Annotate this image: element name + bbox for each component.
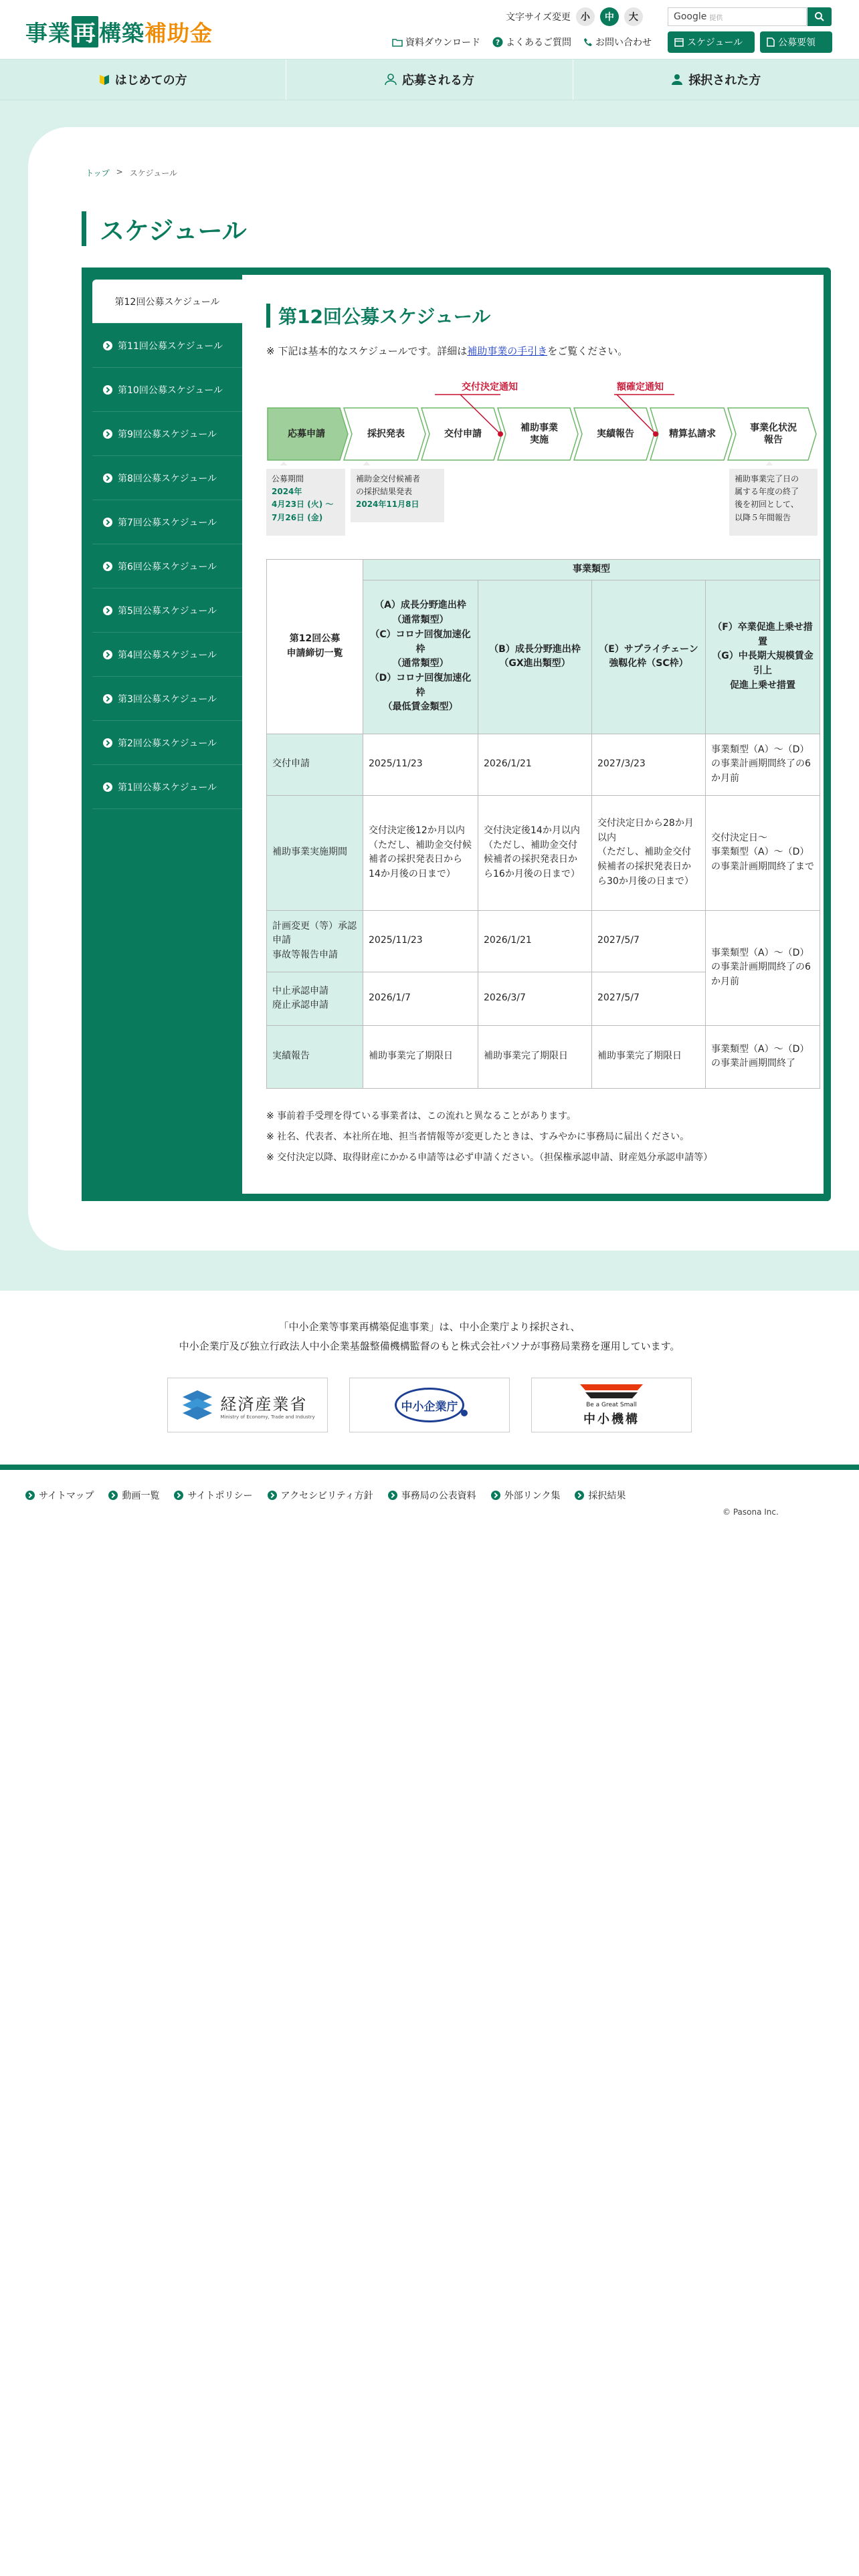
intro-note-text: ※ 下記は基本的なスケジュールです。詳細は [266, 345, 468, 357]
table-row [267, 734, 820, 795]
chevron-circle-icon [103, 650, 112, 659]
table-cell: 事業類型（A）〜（D）の事業計画期間終了の6か月前 [706, 734, 820, 795]
footer-links [25, 1489, 626, 1502]
grant-decision-label: 交付決定通知 [462, 382, 518, 393]
footer-caption-line1: 「中小企業等事業再構築促進事業」は、中小企業庁より採択され、 [278, 1321, 581, 1333]
guidelines-button-label: 公募要領 [778, 37, 816, 48]
sidebar-item-round-4[interactable] [92, 633, 242, 677]
sidebar-item-round-5[interactable] [92, 588, 242, 633]
site-logo[interactable] [25, 16, 213, 47]
table-cell: 補助事業完了期限日 [363, 1025, 478, 1088]
sidebar-item-label: 第5回公募スケジュール [118, 605, 217, 617]
smrj-banner[interactable] [531, 1378, 692, 1432]
footer-caption [0, 1317, 859, 1356]
schedule-button[interactable] [668, 31, 755, 53]
sidebar-item-round-12[interactable] [92, 280, 242, 324]
phone-icon [583, 37, 593, 47]
table-cell: 交付決定日から28か月以内 （ただし、補助金交付候補者の採択発表日から30か月後の日まで） [592, 795, 706, 910]
table-col-header: （F）卒業促進上乗せ措置 （G）中長期大規模賃金引上 促進上乗せ措置 [706, 580, 820, 734]
font-size-small-button[interactable]: 小 [576, 7, 595, 26]
font-size-switcher [506, 7, 643, 26]
flow-step-grant-apply: 交付申請 [444, 428, 482, 439]
flow-note-apply-period: 2024年 4月23日 (火) 〜 7月26日 (金) [272, 487, 334, 522]
table-row-label: 実績報告 [267, 1025, 363, 1088]
chevron-circle-icon [103, 782, 112, 792]
sidebar-item-label: 第4回公募スケジュール [118, 649, 217, 661]
sidebar-item-round-1[interactable] [92, 765, 242, 809]
person-icon [671, 74, 683, 86]
footer-link-label: サイトマップ [39, 1491, 94, 1501]
header-links [392, 32, 652, 52]
meti-name-en: Ministry of Economy, Trade and Industry [220, 1414, 315, 1420]
meti-text [220, 1391, 314, 1420]
sme-dot-icon [461, 1410, 468, 1416]
footer-divider [0, 1465, 859, 1470]
table-cell: 2027/3/23 [592, 734, 706, 795]
footnote: ※ 事前着手受理を得ている事業者は、この流れと異なることがあります。 [266, 1111, 577, 1121]
chevron-circle-icon [268, 1491, 277, 1500]
footer-link-results[interactable] [575, 1489, 626, 1502]
table-cell: 事業類型（A）〜（D）の事業計画期間終了 [706, 1025, 820, 1088]
sidebar-item-label: 第10回公募スケジュール [118, 385, 223, 396]
table-cell: 2026/1/7 [363, 972, 478, 1025]
download-link[interactable] [392, 35, 480, 49]
guidelines-button[interactable] [760, 31, 832, 53]
sidebar-item-label: 第7回公募スケジュール [118, 517, 217, 528]
sme-agency-name: 中小企業庁 [401, 1400, 458, 1414]
document-icon [767, 37, 775, 47]
footer-link-label: 外部リンク集 [504, 1491, 561, 1501]
chevron-circle-icon [103, 385, 112, 395]
flow-note-adopt-date: 2024年11月8日 [356, 500, 419, 510]
table-row-label: 補助事業実施期間 [267, 795, 363, 910]
chevron-circle-icon [103, 429, 112, 439]
footer-link-label: サイトポリシー [187, 1491, 253, 1501]
intro-note [266, 344, 628, 358]
font-size-label: 文字サイズ変更 [506, 12, 571, 23]
footer-link-accessibility[interactable] [268, 1489, 373, 1502]
chevron-circle-icon [491, 1491, 500, 1500]
flow-step-apply: 応募申請 [288, 428, 325, 439]
sidebar-item-round-6[interactable] [92, 544, 242, 588]
nav-adopted-label: 採択された方 [688, 74, 761, 88]
site-header [0, 0, 859, 59]
sidebar-item-label: 第1回公募スケジュール [118, 782, 217, 793]
flow-step-implement: 補助事業 実施 [520, 422, 558, 445]
table-cell: 2027/5/7 [592, 910, 706, 972]
nav-beginners[interactable] [0, 60, 286, 100]
chevron-circle-icon [174, 1491, 183, 1500]
faq-link[interactable] [492, 35, 571, 49]
download-link-label: 資料ダウンロード [405, 37, 480, 48]
table-row [267, 795, 820, 910]
sme-agency-logo [395, 1388, 464, 1422]
global-nav [0, 59, 859, 100]
table-cell: 2026/1/21 [478, 734, 592, 795]
sidebar-item-round-10[interactable] [92, 368, 242, 412]
flow-note-apply [266, 469, 345, 536]
intro-note-text-end: をご覧ください。 [547, 345, 628, 357]
chevron-circle-icon [108, 1491, 118, 1500]
table-cell: 交付決定後14か月以内 （ただし、補助金交付候補者の採択発表日から16か月後の日まで） [478, 795, 592, 910]
flow-note-apply-label: 公募期間 [272, 474, 304, 484]
section-heading: 第12回公募スケジュール [266, 304, 490, 328]
chevron-circle-icon [103, 518, 112, 527]
contact-link[interactable] [583, 35, 652, 49]
search-placeholder: 提供 [709, 14, 723, 22]
table-cell: 補助事業完了期限日 [592, 1025, 706, 1088]
calendar-icon [674, 37, 684, 47]
schedule-sidebar [82, 267, 242, 1201]
sidebar-item-round-3[interactable] [92, 677, 242, 721]
table-cell: 補助事業完了期限日 [478, 1025, 592, 1088]
table-col-header: （B）成長分野進出枠 （GX進出類型） [478, 580, 592, 734]
table-corner: 第12回公募 申請締切一覧 [267, 560, 363, 734]
search-brand: Google [674, 11, 707, 22]
schedule-main [242, 267, 824, 1194]
search-input[interactable] [668, 7, 807, 26]
table-cell: 交付決定後12か月以内 （ただし、補助金交付候補者の採択発表日から14か月後の日まで） [363, 795, 478, 910]
table-cell-merged: 事業類型（A）〜（D）の事業計画期間終了の6か月前 [706, 910, 820, 1025]
breadcrumb [86, 167, 177, 179]
table-cell: 2025/11/23 [363, 910, 478, 972]
sidebar-item-round-11[interactable] [92, 324, 242, 368]
table-cell: 2026/1/21 [478, 910, 592, 972]
font-size-medium-button[interactable]: 中 [600, 7, 619, 26]
smrj-tagline: Be a Great Small [586, 1402, 637, 1408]
schedule-flow [266, 379, 820, 532]
flow-step-adopt: 採択発表 [367, 428, 405, 439]
breadcrumb-home[interactable]: トップ [86, 169, 110, 178]
table-cell: 交付決定日〜 事業類型（A）〜（D）の事業計画期間終了まで [706, 795, 820, 910]
breadcrumb-current: スケジュール [129, 169, 177, 178]
sidebar-item-label: 第11回公募スケジュール [118, 340, 223, 352]
chevron-circle-icon [103, 694, 112, 704]
meti-name: 経済産業省 [220, 1394, 308, 1414]
guide-link[interactable]: 補助事業の手引き [467, 345, 548, 357]
table-row [267, 910, 820, 972]
sidebar-item-label: 第3回公募スケジュール [118, 693, 217, 705]
logo-text-3: 構築 [99, 20, 145, 46]
chevron-circle-icon [575, 1491, 584, 1500]
amount-confirm-label: 額確定通知 [617, 382, 664, 393]
search-button[interactable] [807, 7, 832, 26]
svg-text:?: ? [495, 38, 500, 47]
footer-link-label: アクセシビリティ方針 [280, 1491, 373, 1501]
search-icon [814, 11, 825, 22]
table-group-header: 事業類型 [363, 560, 820, 580]
sidebar-item-round-7[interactable] [92, 500, 242, 544]
flow-note-adopt [351, 469, 444, 522]
footer-link-label: 動画一覧 [122, 1491, 160, 1501]
chevron-circle-icon [103, 738, 112, 748]
nav-beginners-label: はじめての方 [114, 74, 187, 88]
smrj-name: 中小機構 [583, 1412, 640, 1426]
font-size-large-button[interactable]: 大 [624, 7, 643, 26]
beginner-mark-icon [99, 74, 110, 86]
logo-text-1: 事業 [25, 20, 71, 46]
chevron-circle-icon [388, 1491, 397, 1500]
nav-applicants-label: 応募される方 [401, 74, 474, 88]
nav-adopted[interactable] [573, 60, 859, 100]
table-row-label: 計画変更（等）承認申請 事故等報告申請 [267, 910, 363, 972]
footer-link-external[interactable] [491, 1489, 561, 1502]
contact-link-label: お問い合わせ [595, 37, 652, 48]
nav-applicants[interactable] [286, 60, 573, 100]
chevron-circle-icon [25, 1491, 35, 1500]
sidebar-item-round-2[interactable] [92, 721, 242, 765]
logo-text-2: 再 [72, 16, 98, 47]
sidebar-item-round-9[interactable] [92, 412, 242, 456]
table-cell: 2025/11/23 [363, 734, 478, 795]
chevron-circle-icon [103, 606, 112, 615]
faq-link-label: よくあるご質問 [506, 37, 571, 48]
footer-link-label: 採択結果 [588, 1491, 626, 1501]
deadline-table [266, 559, 820, 1089]
flow-note-adopt-label: 補助金交付候補者 の採択結果発表 [356, 474, 421, 497]
footer-link-label: 事務局の公表資料 [401, 1491, 476, 1501]
sidebar-item-label: 第6回公募スケジュール [118, 561, 217, 572]
footnote: ※ 社名、代表者、本社所在地、担当者情報等が変更したときは、すみやかに事務局に届出ください。 [266, 1131, 690, 1142]
folder-icon [392, 38, 403, 47]
sidebar-item-label: 第8回公募スケジュール [118, 473, 217, 484]
table-col-header: （A）成長分野進出枠 （通常類型） （C）コロナ回復加速化枠 （通常類型） （D）コロナ回復加速化枠 （最低賃金類型） [363, 580, 478, 734]
sme-agency-banner[interactable] [349, 1378, 510, 1432]
sidebar-item-round-8[interactable] [92, 456, 242, 500]
footer-caption-line2: 中小企業庁及び独立行政法人中小企業基盤整備機構監督のもと株式会社パソナが事務局業務を運用しています。 [179, 1339, 680, 1352]
table-row [267, 1025, 820, 1088]
meti-logo-icon [180, 1388, 215, 1422]
chevron-circle-icon [103, 562, 112, 571]
sidebar-item-label: 第9回公募スケジュール [118, 429, 217, 440]
flow-step-business-report: 事業化状況 報告 [750, 422, 797, 445]
logo-text-4: 補助金 [145, 20, 213, 46]
meti-banner[interactable] [167, 1378, 328, 1432]
flow-note-report: 補助事業完了日の 属する年度の終了 後を初回として、 以降５年間報告 [729, 469, 818, 536]
person-outline-icon [385, 74, 397, 86]
chevron-circle-icon [103, 341, 112, 350]
page-title: スケジュール [82, 211, 247, 246]
footnote: ※ 交付決定以降、取得財産にかかる申請等は必ず申請ください。（担保権承認申請、財産処分承認申請等） [266, 1152, 713, 1163]
footer-link-policy[interactable] [174, 1489, 252, 1502]
flow-step-report: 実績報告 [597, 428, 634, 439]
table-cell: 2026/3/7 [478, 972, 592, 1025]
breadcrumb-separator: > [116, 167, 123, 177]
flow-step-payment: 精算払請求 [669, 428, 716, 439]
question-icon [492, 37, 503, 47]
table-header-row [267, 560, 820, 580]
table-row-label: 交付申請 [267, 734, 363, 795]
footer-link-sitemap[interactable] [25, 1489, 94, 1502]
copyright: © Pasona Inc. [723, 1507, 779, 1517]
schedule-button-label: スケジュール [687, 37, 743, 48]
table-cell: 2027/5/7 [592, 972, 706, 1025]
footer-link-public-docs[interactable] [388, 1489, 476, 1502]
schedule-footnotes [266, 1106, 712, 1168]
sidebar-item-label: 第2回公募スケジュール [118, 738, 217, 749]
chevron-circle-icon [103, 473, 112, 483]
footer-link-videos[interactable] [108, 1489, 159, 1502]
table-col-header: （E）サプライチェーン強靱化枠（SC枠） [592, 580, 706, 734]
sidebar-item-label: 第12回公募スケジュール [114, 296, 220, 308]
smrj-logo-icon [575, 1383, 648, 1400]
table-row-label: 中止承認申請 廃止承認申請 [267, 972, 363, 1025]
